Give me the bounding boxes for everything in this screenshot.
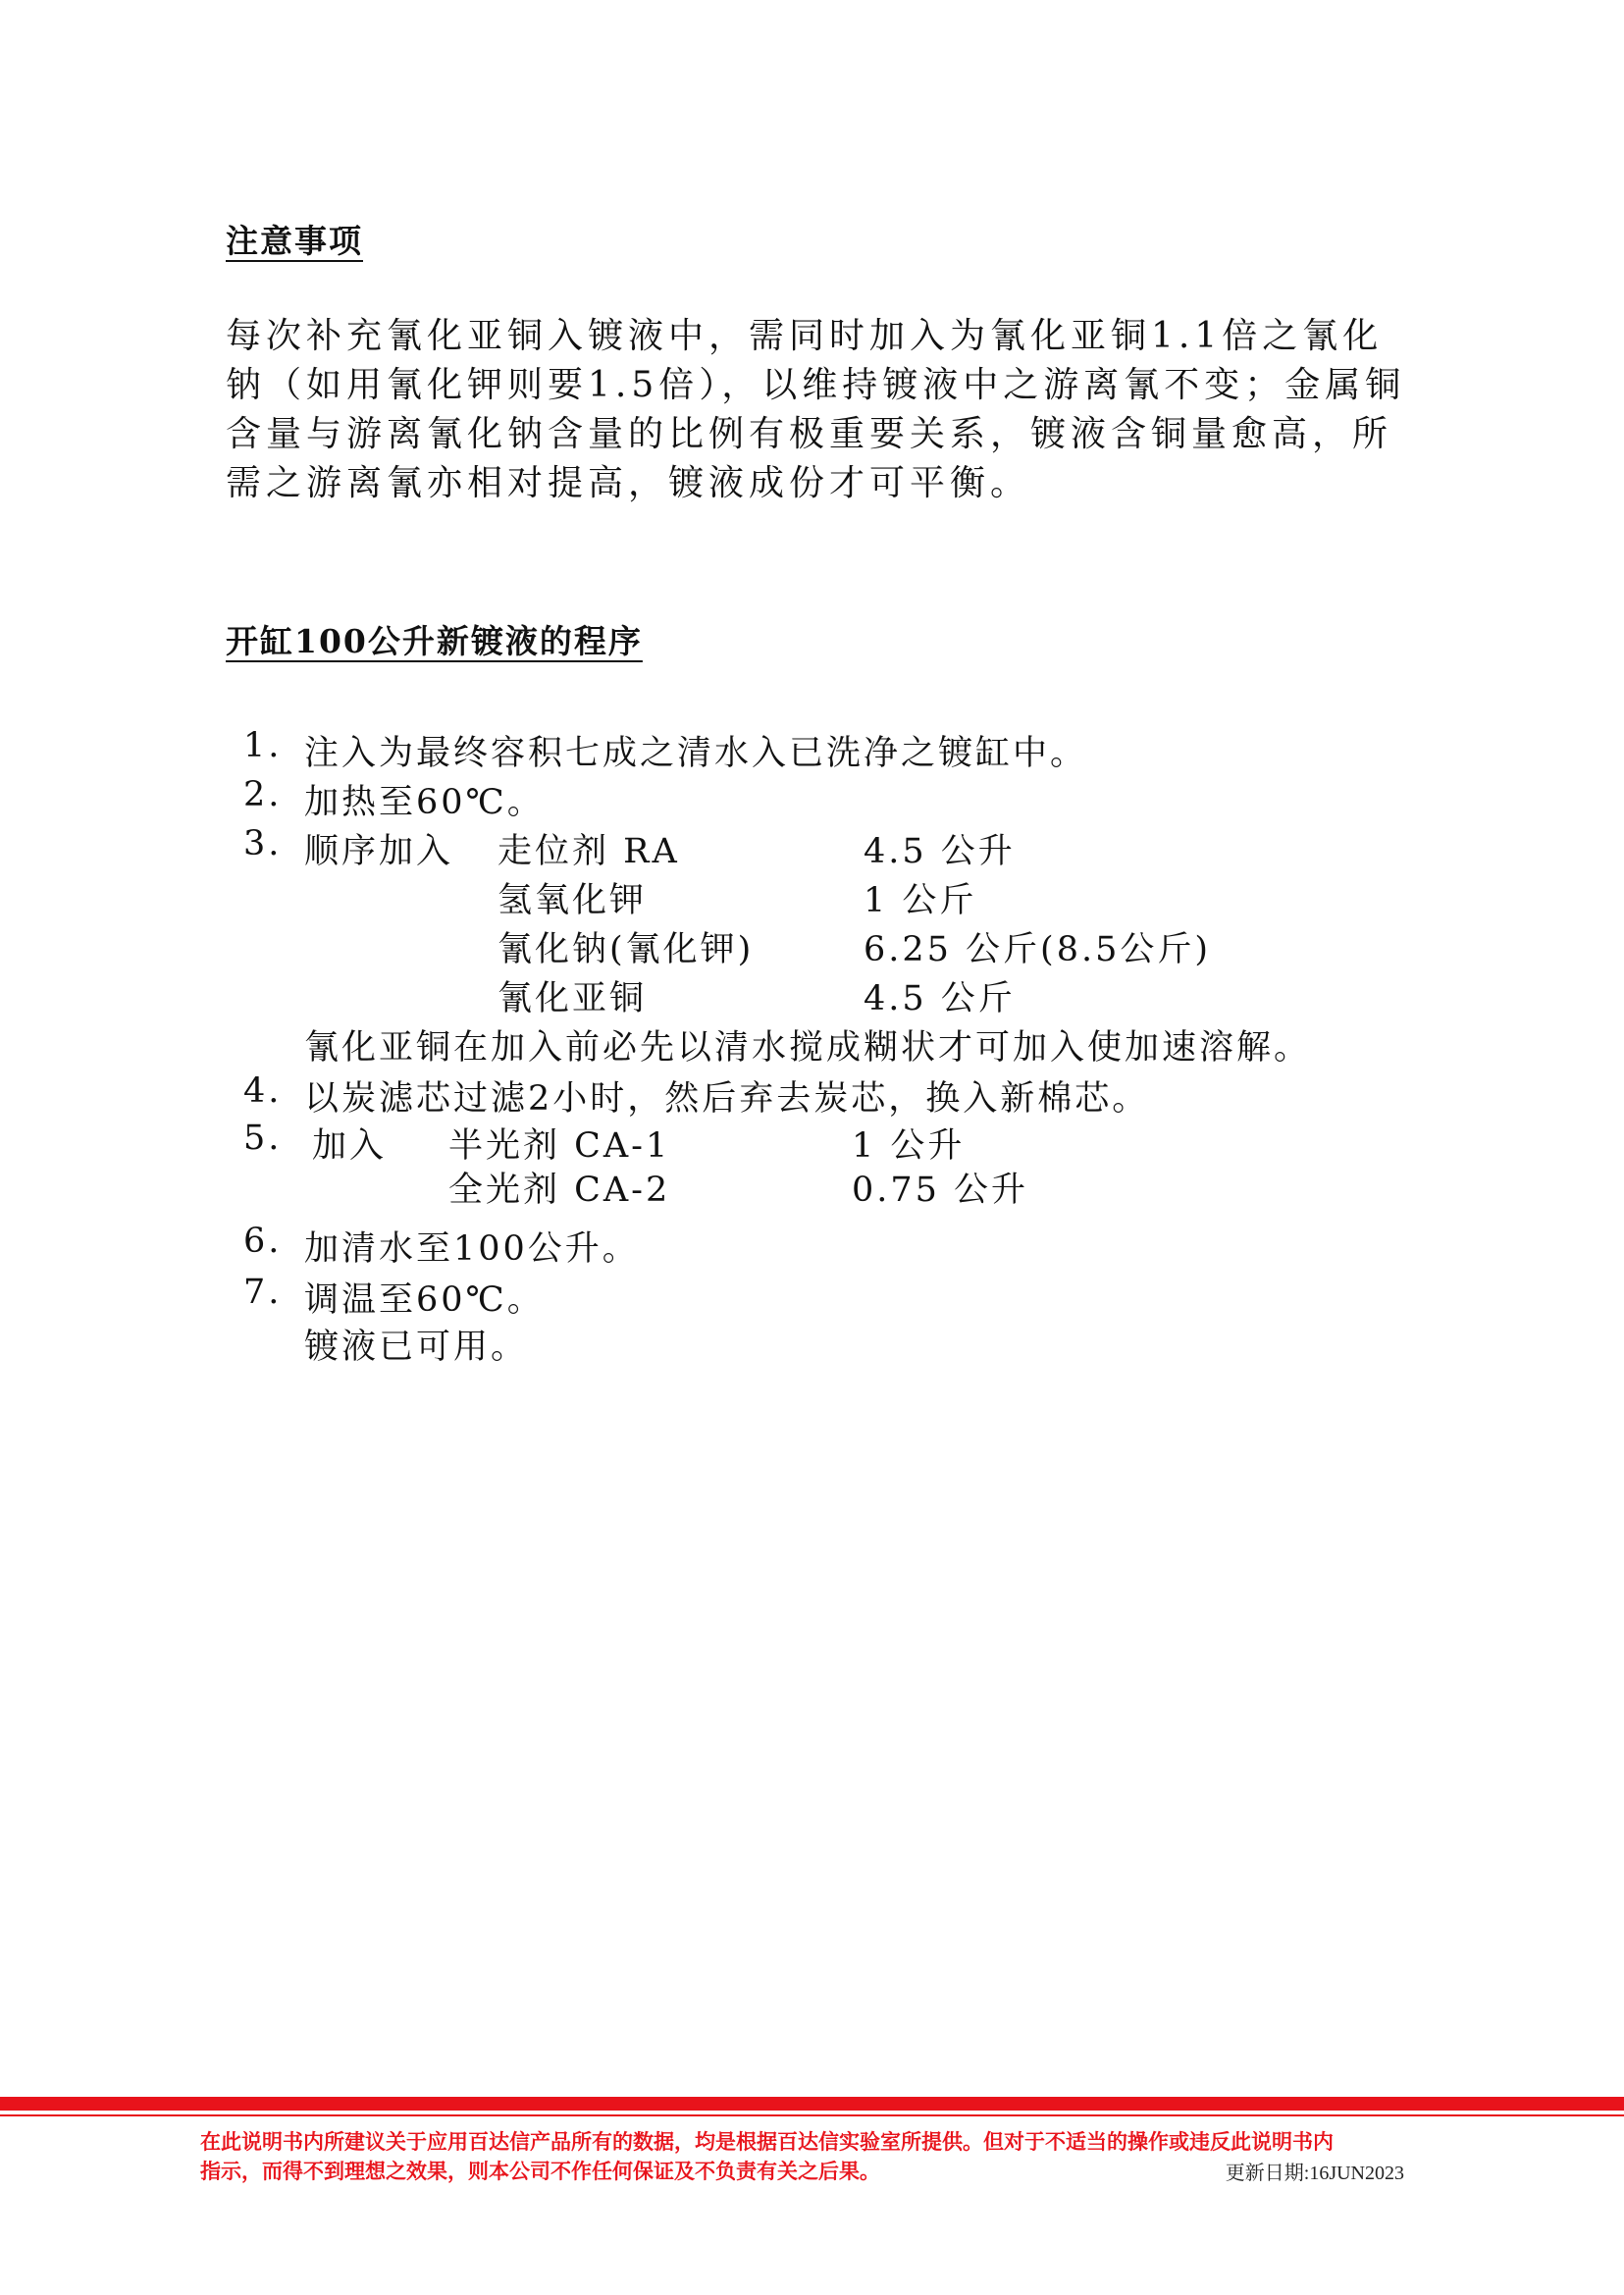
ingredient-amount: 1 公升 <box>852 1126 966 1166</box>
section-title-procedure: 开缸100公升新镀液的程序 <box>226 622 643 660</box>
step7-note: 镀液已可用。 <box>304 1328 529 1367</box>
ingredient-name: 半光剂 CA-1 <box>448 1126 671 1166</box>
step-text: 加入 <box>312 1126 388 1166</box>
step-number: 3. <box>243 824 283 863</box>
step-text: 以炭滤芯过滤2小时，然后弃去炭芯，换入新棉芯。 <box>304 1079 1150 1119</box>
footer-disclaimer-line2: 指示，而得不到理想之效果，则本公司不作任何保证及不负责有关之后果。 <box>200 2159 880 2183</box>
ingredient-name: 走位剂 RA <box>498 832 680 871</box>
step3-note: 氰化亚铜在加入前必先以清水搅成糊状才可加入使加速溶解。 <box>304 1028 1312 1068</box>
ingredient-name: 全光剂 CA-2 <box>448 1171 671 1210</box>
ingredient-name: 氰化亚铜 <box>498 979 648 1018</box>
step-text: 加热至60℃。 <box>304 783 545 822</box>
step-number: 6. <box>243 1222 283 1261</box>
notes-paragraph: 每次补充氰化亚铜入镀液中，需同时加入为氰化亚铜1.1倍之氰化钠（如用氰化钾则要1.5倍），以维持镀液中之游离氰不变；金属铜含量与游离氰化钠含量的比例有极重要关系，镀液含铜量愈高，所需之游离氰亦相对提高，镀液成份才可平衡。 <box>226 316 1406 503</box>
step-number: 4. <box>243 1071 283 1111</box>
step-number: 1. <box>243 726 283 765</box>
step-text: 顺序加入 <box>304 832 454 871</box>
step-text: 调温至60℃。 <box>304 1280 545 1320</box>
step-number: 2. <box>243 775 283 814</box>
step-text: 加清水至100公升。 <box>304 1229 640 1269</box>
footer-updated-date: 更新日期:16JUN2023 <box>1225 2163 1404 2184</box>
ingredient-name: 氰化钠(氰化钾) <box>498 930 755 969</box>
step-text: 注入为最终容积七成之清水入已洗净之镀缸中。 <box>304 734 1088 773</box>
ingredient-name: 氢氧化钾 <box>498 881 648 920</box>
footer-disclaimer-line1: 在此说明书内所建议关于应用百达信产品所有的数据，均是根据百达信实验室所提供。但对于不适当的操作或违反此说明书内 <box>200 2129 1334 2154</box>
ingredient-amount: 1 公斤 <box>864 881 977 920</box>
ingredient-amount: 0.75 公升 <box>852 1171 1029 1210</box>
ingredient-amount: 4.5 公斤 <box>864 979 1016 1018</box>
ingredient-amount: 6.25 公斤(8.5公斤) <box>864 930 1212 969</box>
footer-rule <box>0 2097 1624 2111</box>
step-number: 7. <box>243 1273 283 1312</box>
footer-rule-thin <box>0 2114 1624 2116</box>
ingredient-amount: 4.5 公升 <box>864 832 1016 871</box>
section-title-notes: 注意事项 <box>226 222 363 260</box>
step-number: 5. <box>243 1119 283 1158</box>
